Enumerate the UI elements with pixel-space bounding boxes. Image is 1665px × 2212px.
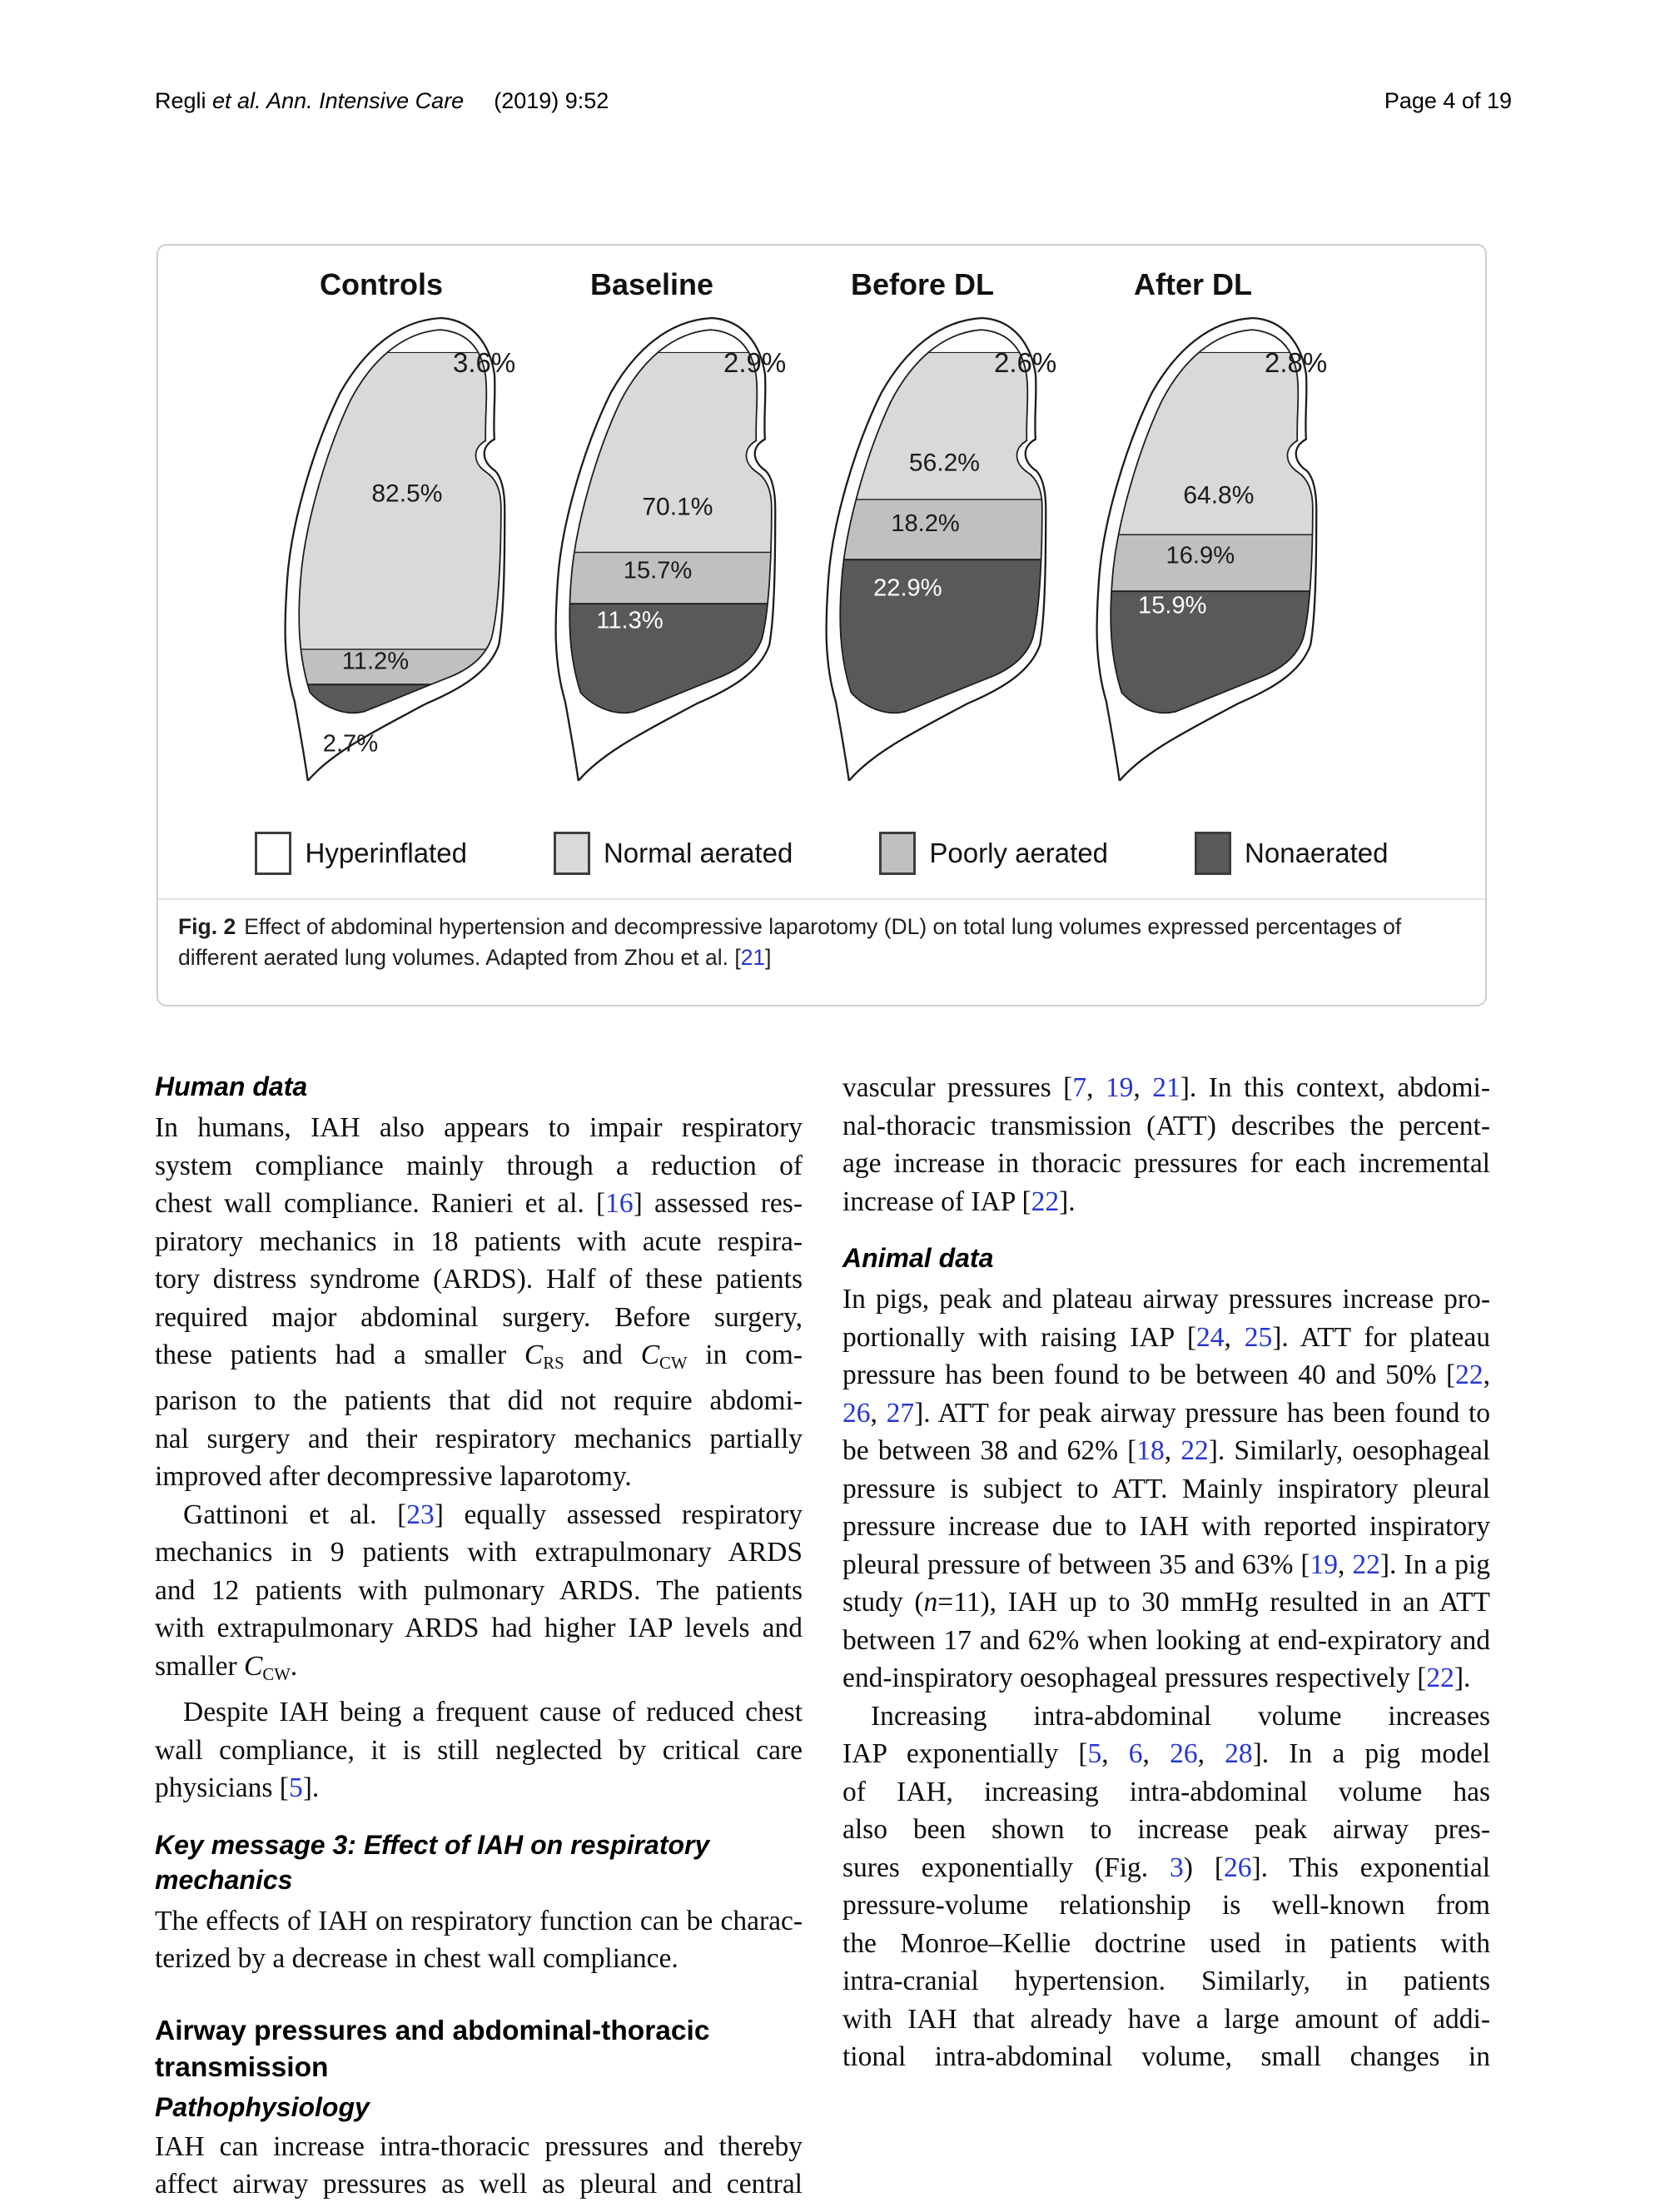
- citation-link[interactable]: 22: [1031, 1186, 1060, 1217]
- citation-link[interactable]: 24: [1195, 1321, 1225, 1353]
- text-run: ) [: [1183, 1852, 1224, 1883]
- text-line: [842, 1735, 1490, 1773]
- text-run: In humans, IAH also appears to impair respiratory: [155, 1112, 803, 1143]
- text-run: chest wall compliance. Ranieri et al. [: [155, 1188, 606, 1219]
- text-run: of IAH, increasing intra-abdominal volume has: [842, 1776, 1490, 1807]
- text-run: ,: [1224, 1321, 1245, 1353]
- text-line: [842, 1659, 1490, 1698]
- text-run: increase of IAP [: [842, 1186, 1031, 1217]
- text-run: affect airway pressures as well as pleural and central: [155, 2169, 803, 2200]
- pct-label-hyperinflated: 2.6%: [994, 347, 1057, 378]
- citation-link[interactable]: 26: [1224, 1852, 1252, 1883]
- text-line: [155, 1940, 803, 1978]
- italic-run: n: [923, 1587, 938, 1618]
- citation-link[interactable]: 19: [1310, 1548, 1339, 1580]
- lung-diagrams-row: [158, 311, 1485, 783]
- text-run: ]. ATT for plateau: [1272, 1321, 1490, 1353]
- legend-label: Nonaerated: [1245, 838, 1389, 868]
- citation-link[interactable]: 18: [1136, 1435, 1165, 1466]
- text-run: IAP exponentially [: [842, 1738, 1088, 1769]
- citation-link[interactable]: 21: [1152, 1072, 1180, 1103]
- text-run: with IAH that already have a large amount of addi-: [842, 2003, 1490, 2035]
- subscript-run: CW: [659, 1353, 688, 1373]
- text-run: =11), IAH up to 30 mmHg resulted in an ATT: [937, 1587, 1490, 1618]
- text-line: [842, 1698, 1490, 1736]
- lung-diagram-controls: [256, 311, 516, 783]
- text-run: nal-thoracic transmission (ATT) describes the percent-: [842, 1110, 1490, 1141]
- text-run: pressure has been found to be between 40 and 50% [: [842, 1360, 1456, 1390]
- pct-label-nonaerated: 2.7%: [322, 730, 379, 758]
- citation-link[interactable]: 21: [740, 945, 766, 970]
- text-line: [842, 1145, 1490, 1183]
- legend-swatch: [879, 832, 916, 875]
- citation-link[interactable]: 3: [1170, 1852, 1184, 1883]
- text-run: ,: [1142, 1738, 1170, 1769]
- text-line: [155, 1299, 803, 1337]
- text-run: and: [564, 1340, 641, 1370]
- legend-item: [255, 832, 466, 875]
- page-number: Page 4 of 19: [1384, 88, 1512, 113]
- text-line: [842, 1069, 1490, 1107]
- authors: Regli: [155, 88, 206, 113]
- text-line: [842, 1319, 1490, 1357]
- text-run: improved after decompressive laparotomy.: [155, 1461, 632, 1493]
- paragraph: [842, 1698, 1490, 2076]
- citation-link[interactable]: 5: [288, 1772, 303, 1804]
- text-line: [842, 1394, 1490, 1433]
- lung-svg: [798, 311, 1047, 781]
- text-line: [155, 1185, 803, 1223]
- text-run: also been shown to increase peak airway pres-: [842, 1814, 1490, 1845]
- running-head-left: [155, 88, 609, 114]
- italic-run: C: [640, 1340, 660, 1370]
- pct-label-poorly-aerated: 18.2%: [891, 510, 960, 537]
- text-line: [155, 1609, 803, 1648]
- text-run: ] equally assessed respiratory: [434, 1499, 803, 1530]
- text-line: [155, 2165, 803, 2204]
- legend-swatch: [1195, 832, 1231, 875]
- lung-svg: [1068, 311, 1318, 781]
- text-line: [842, 1470, 1490, 1509]
- subscript-run: RS: [543, 1353, 564, 1373]
- text-line: [842, 1508, 1490, 1546]
- text-run: pressure is subject to ATT. Mainly inspiratory pleural: [842, 1473, 1490, 1504]
- text-run: parison to the patients that did not require abdomi-: [155, 1385, 803, 1417]
- text-line: [155, 1223, 803, 1261]
- pct-label-nonaerated: 22.9%: [873, 574, 942, 602]
- citation-link[interactable]: 23: [406, 1499, 435, 1530]
- figure-column-header: Baseline: [589, 267, 714, 301]
- citation-link[interactable]: 16: [605, 1188, 634, 1219]
- journal-title: et al. Ann. Intensive Care: [206, 88, 465, 113]
- paragraph: [155, 1109, 803, 1496]
- issue-info: (2019) 9:52: [494, 88, 609, 113]
- text-run: vascular pressures [: [842, 1072, 1073, 1103]
- text-run: ,: [870, 1397, 887, 1429]
- text-run: tory distress syndrome (ARDS). Half of these patients: [155, 1264, 803, 1295]
- text-run: between 17 and 62% when looking at end-expiratory and: [842, 1624, 1490, 1656]
- subsection-heading: Human data: [155, 1071, 308, 1101]
- text-line: [842, 2001, 1490, 2039]
- text-line: [842, 1546, 1490, 1584]
- pct-label-normal-aerated: 64.8%: [1183, 481, 1255, 510]
- paragraph: [155, 2128, 803, 2204]
- citation-link[interactable]: 7: [1072, 1072, 1087, 1103]
- text-column-left: [155, 1069, 803, 2204]
- text-line: [155, 1902, 803, 1941]
- text-line: [842, 1849, 1490, 1887]
- text-run: mechanics in 9 patients with extrapulmonary ARDS: [155, 1537, 803, 1568]
- italic-run: C: [524, 1340, 544, 1370]
- text-line: [155, 1109, 803, 1147]
- text-run: Gattinoni et al. [: [183, 1499, 407, 1530]
- text-line: [842, 1811, 1490, 1849]
- citation-link[interactable]: 5: [1087, 1738, 1102, 1769]
- legend-swatch: [554, 832, 590, 875]
- text-run: required major abdominal surgery. Before surgery,: [155, 1301, 803, 1333]
- text-run: ] assessed res-: [633, 1188, 803, 1219]
- text-line: [155, 1533, 803, 1572]
- paragraph: [842, 1069, 1490, 1220]
- figure-caption: [158, 898, 1485, 1005]
- text-line: [155, 1260, 803, 1299]
- citation-link[interactable]: 25: [1244, 1321, 1273, 1353]
- lung-diagram-before-dl: [798, 311, 1057, 783]
- section-heading: Airway pressures and abdominal-thoracic transmission: [155, 2015, 710, 2083]
- caption-cite-close: ]: [765, 945, 772, 970]
- text-line: [155, 1458, 803, 1496]
- citation-link[interactable]: 26: [842, 1397, 871, 1429]
- text-run: wall compliance, it is still neglected by critical care: [155, 1734, 803, 1766]
- figure-caption-text: Effect of abdominal hypertension and decompressive laparotomy (DL) on total lung volumes expressed percentages of different aerated lung volumes. Adapted from Zhou et al.: [178, 914, 1402, 970]
- paragraph: [155, 1902, 803, 1978]
- text-run: in com-: [687, 1340, 803, 1370]
- legend-label: Normal aerated: [603, 838, 793, 868]
- text-run: ,: [1086, 1072, 1106, 1103]
- text-run: .: [290, 1650, 298, 1682]
- text-run: end-inspiratory oesophageal pressures respectively [: [842, 1663, 1427, 1693]
- text-run: Increasing intra-abdominal volume increases: [871, 1700, 1490, 1732]
- pct-label-nonaerated: 11.3%: [596, 607, 664, 634]
- figure-legend: [158, 832, 1485, 875]
- text-run: age increase in thoracic pressures for each incremental: [842, 1148, 1490, 1179]
- text-run: intra-cranial hypertension. Similarly, in patients: [842, 1966, 1490, 1996]
- pct-label-normal-aerated: 70.1%: [642, 493, 713, 521]
- text-line: [842, 1432, 1490, 1470]
- citation-link[interactable]: 27: [886, 1397, 915, 1429]
- figure-column-header: After DL: [1134, 267, 1252, 301]
- pct-label-hyperinflated: 2.8%: [1265, 347, 1328, 378]
- text-run: ].: [302, 1772, 320, 1804]
- text-line: [842, 2038, 1490, 2076]
- text-run: ]. In a pig: [1379, 1548, 1490, 1580]
- subscript-run: CW: [262, 1664, 291, 1684]
- text-line: [155, 1336, 803, 1382]
- text-line: [155, 1147, 803, 1186]
- text-line: [842, 1356, 1490, 1394]
- text-run: tional intra-abdominal volume, small changes in: [842, 2041, 1490, 2072]
- text-line: [155, 1572, 803, 1610]
- text-run: and 12 patients with pulmonary ARDS. The patients: [155, 1574, 803, 1606]
- text-run: physicians [: [155, 1772, 289, 1804]
- text-line: [842, 1886, 1490, 1925]
- pct-label-nonaerated: 15.9%: [1138, 592, 1207, 619]
- text-line: [842, 1925, 1490, 1963]
- citation-link[interactable]: 6: [1128, 1738, 1143, 1769]
- text-line: [842, 1962, 1490, 2001]
- figure-column-header: Controls: [320, 267, 443, 301]
- text-line: [155, 1382, 803, 1420]
- text-run: system compliance mainly through a reduction of: [155, 1150, 803, 1181]
- subsection-heading: Pathophysiology: [155, 2091, 370, 2122]
- text-run: ,: [1101, 1738, 1129, 1769]
- paragraph: [155, 1693, 803, 1807]
- text-run: piratory mechanics in 18 patients with acute respira-: [155, 1225, 803, 1257]
- text-run: ]. Similarly, oesophageal: [1208, 1435, 1491, 1466]
- text-line: [155, 1769, 803, 1807]
- subsection-heading: Key message 3: Effect of IAH on respiratory mechanics: [155, 1829, 710, 1895]
- paragraph: [155, 1496, 803, 1693]
- text-run: ]. In a pig model: [1252, 1738, 1491, 1769]
- citation-link[interactable]: 22: [1455, 1360, 1484, 1390]
- pct-label-hyperinflated: 2.9%: [723, 347, 787, 378]
- text-run: pleural pressure of between 35 and 63% [: [842, 1548, 1310, 1580]
- figure-caption-label: Fig. 2: [178, 914, 236, 939]
- text-run: sures exponentially (Fig.: [842, 1852, 1170, 1883]
- text-run: nal surgery and their respiratory mechanics partially: [155, 1423, 803, 1454]
- text-run: portionally with raising IAP [: [842, 1321, 1196, 1353]
- pct-label-poorly-aerated: 11.2%: [341, 648, 410, 675]
- subsection-heading: Animal data: [842, 1243, 994, 1273]
- text-run: ,: [1197, 1738, 1225, 1769]
- text-run: ,: [1164, 1435, 1181, 1466]
- text-run: IAH can increase intra-thoracic pressures and thereby: [155, 2130, 803, 2162]
- pct-label-poorly-aerated: 16.9%: [1166, 542, 1235, 569]
- legend-item: [1195, 832, 1388, 875]
- text-line: [842, 1622, 1490, 1660]
- figure-2: [157, 244, 1487, 1007]
- paragraph: [842, 1280, 1490, 1698]
- text-run: ,: [1338, 1548, 1353, 1580]
- text-run: smaller: [155, 1650, 244, 1682]
- text-line: [155, 1732, 803, 1770]
- text-run: In pigs, peak and plateau airway pressures increase pro-: [842, 1284, 1490, 1315]
- text-line: [155, 1693, 803, 1732]
- running-head: [155, 88, 1512, 114]
- text-run: ].: [1454, 1663, 1471, 1693]
- text-run: these patients had a smaller: [155, 1340, 524, 1370]
- legend-item: [879, 832, 1108, 875]
- lung-diagram-after-dl: [1068, 311, 1328, 783]
- text-run: with extrapulmonary ARDS had higher IAP levels and: [155, 1613, 803, 1644]
- citation-link[interactable]: 28: [1225, 1738, 1253, 1769]
- citation-link[interactable]: 22: [1426, 1663, 1454, 1693]
- caption-cite-open: [: [734, 945, 741, 970]
- text-run: terized by a decrease in chest wall compliance.: [155, 1943, 678, 1975]
- text-run: ]. ATT for peak airway pressure has been found to: [914, 1397, 1491, 1429]
- citation-link[interactable]: 26: [1170, 1738, 1198, 1769]
- pct-label-normal-aerated: 56.2%: [908, 449, 981, 477]
- text-line: [842, 1280, 1490, 1319]
- figure-column-headers: [158, 267, 1485, 302]
- legend-swatch: [255, 832, 291, 875]
- text-run: the Monroe–Kellie doctrine used in patients with: [842, 1927, 1490, 1959]
- lung-svg: [256, 311, 506, 781]
- text-line: [842, 1773, 1490, 1812]
- pct-label-poorly-aerated: 15.7%: [623, 557, 693, 584]
- text-run: ,: [1483, 1360, 1490, 1390]
- text-run: ,: [1133, 1072, 1153, 1103]
- text-run: pressure-volume relationship is well-known from: [842, 1890, 1490, 1921]
- legend-item: [554, 832, 793, 875]
- lung-diagram-baseline: [527, 311, 787, 783]
- citation-link[interactable]: 19: [1105, 1072, 1134, 1103]
- text-run: ]. In this context, abdomi-: [1180, 1072, 1490, 1103]
- text-line: [842, 1183, 1490, 1221]
- legend-label: Hyperinflated: [305, 838, 467, 868]
- text-line: [155, 1420, 803, 1459]
- text-run: ].: [1059, 1186, 1076, 1217]
- text-run: study (: [842, 1587, 924, 1618]
- text-line: [842, 1583, 1490, 1622]
- pct-label-hyperinflated: 3.6%: [453, 347, 516, 378]
- citation-link[interactable]: 22: [1180, 1435, 1209, 1466]
- text-line: [155, 1648, 803, 1693]
- italic-run: C: [243, 1650, 263, 1682]
- text-run: be between 38 and 62% [: [842, 1435, 1137, 1466]
- legend-label: Poorly aerated: [929, 838, 1109, 868]
- text-run: The effects of IAH on respiratory function can be charac-: [155, 1905, 803, 1936]
- pct-label-normal-aerated: 82.5%: [371, 480, 443, 508]
- text-line: [155, 1496, 803, 1534]
- text-column-right: [842, 1069, 1490, 2076]
- citation-link[interactable]: 22: [1352, 1548, 1380, 1580]
- text-run: pressure increase due to IAH with reported inspiratory: [842, 1511, 1490, 1542]
- text-line: [842, 1107, 1490, 1146]
- text-run: Despite IAH being a frequent cause of reduced chest: [183, 1697, 803, 1728]
- text-line: [155, 2128, 803, 2166]
- lung-svg: [527, 311, 777, 781]
- text-run: ]. This exponential: [1251, 1852, 1491, 1883]
- figure-column-header: Before DL: [850, 267, 995, 301]
